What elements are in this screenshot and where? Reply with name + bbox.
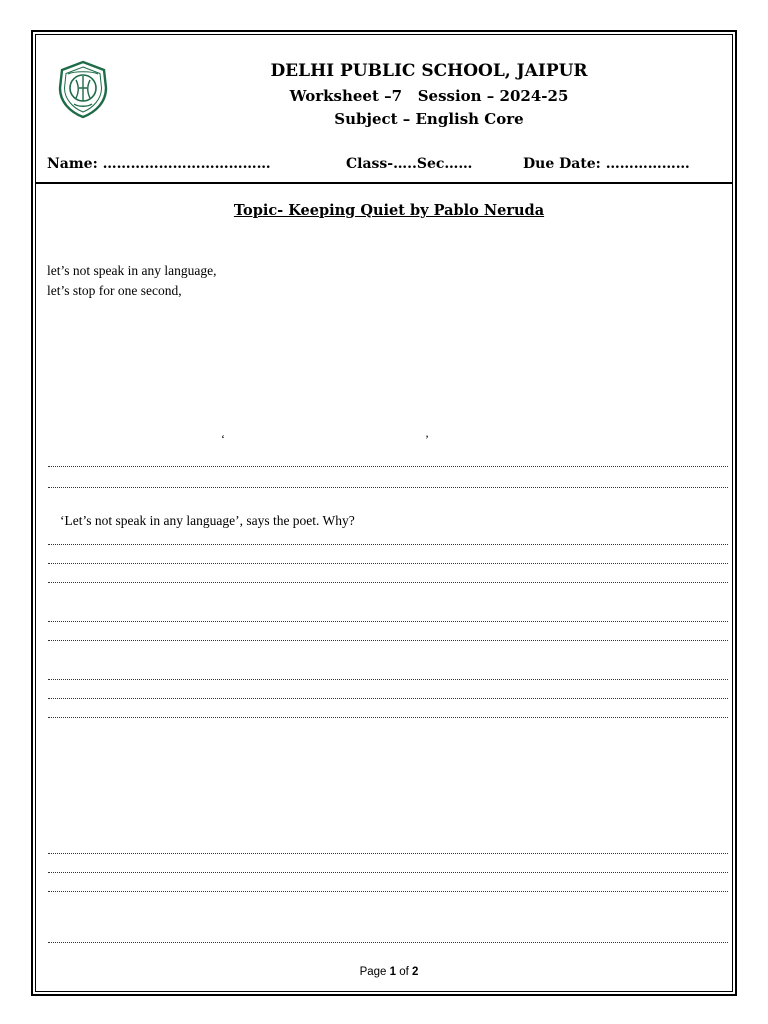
header-divider <box>36 182 732 184</box>
answer-line <box>48 679 728 680</box>
school-name: DELHI PUBLIC SCHOOL, JAIPUR <box>270 61 588 81</box>
poem-line: let’s not speak in any language, <box>47 263 217 278</box>
answer-line <box>48 853 728 854</box>
answer-line <box>48 466 728 467</box>
name-field: Name: ……………………………… <box>47 156 271 172</box>
page-of-label: of <box>396 966 413 978</box>
answer-line <box>48 544 728 545</box>
open-quote-mark: ‘ <box>221 432 225 446</box>
answer-line <box>48 891 728 892</box>
worksheet-session: Worksheet –7 Session – 2024-25 <box>289 87 569 105</box>
page-current: 1 <box>389 966 397 978</box>
answer-line <box>48 698 728 699</box>
close-quote-mark: ’ <box>425 432 429 446</box>
answer-line <box>48 582 728 583</box>
topic-title: Topic- Keeping Quiet by Pablo Neruda <box>233 202 545 219</box>
class-section-field: Class-…..Sec…… <box>346 156 473 172</box>
answer-line <box>48 621 728 622</box>
answer-line <box>48 487 728 488</box>
page-total: 2 <box>412 966 419 978</box>
answer-line <box>48 872 728 873</box>
due-date-field: Due Date: ……………… <box>523 156 690 172</box>
poem-line: let’s stop for one second, <box>47 283 182 298</box>
answer-line <box>48 942 728 943</box>
question-text: ‘Let’s not speak in any language’, says the poet. Why? <box>60 513 355 528</box>
answer-line <box>48 717 728 718</box>
answer-line <box>48 640 728 641</box>
answer-line <box>48 563 728 564</box>
page-label: Page <box>359 966 390 978</box>
page-number <box>36 966 742 978</box>
subject-line: Subject – English Core <box>334 110 524 128</box>
